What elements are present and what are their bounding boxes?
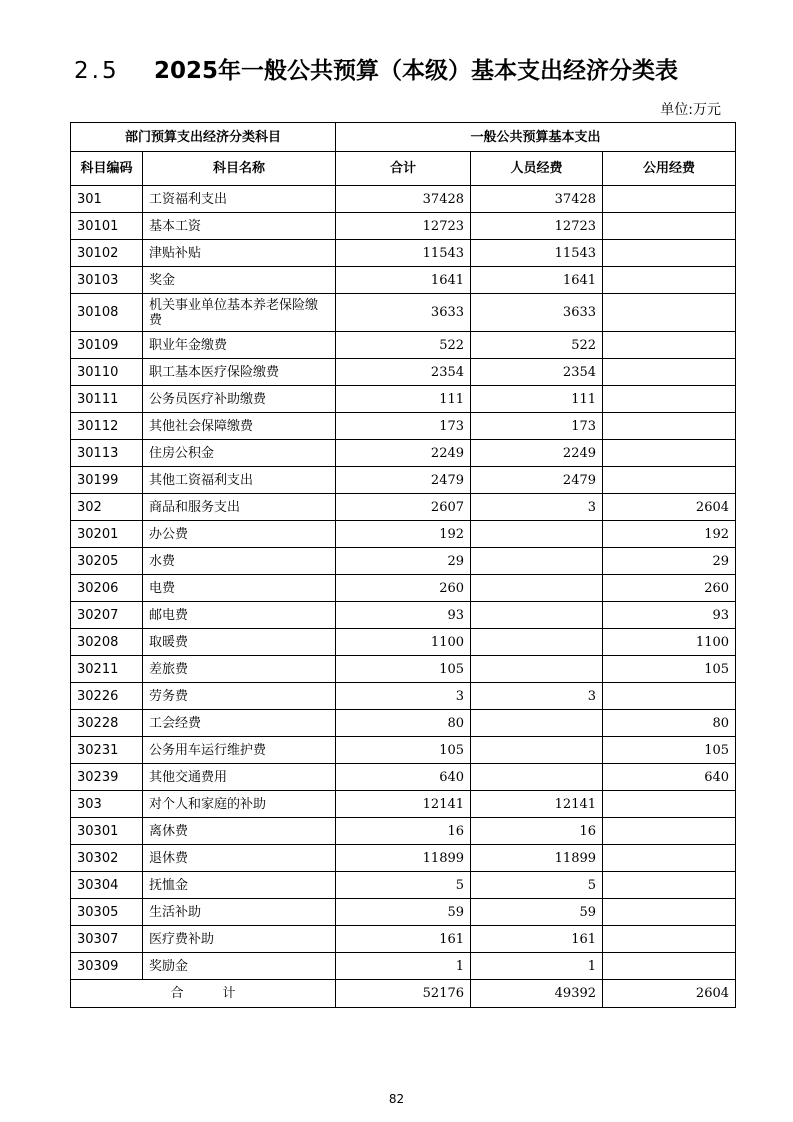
header-column-row: [71, 152, 736, 186]
cell-code: 30108: [71, 294, 143, 332]
table-row: [71, 737, 736, 764]
table-row: [71, 186, 736, 213]
table-row: [71, 386, 736, 413]
cell-name: 职业年金缴费: [143, 332, 336, 359]
cell-name: 职工基本医疗保险缴费: [143, 359, 336, 386]
cell-total: 11899: [336, 845, 471, 872]
cell-public: [603, 953, 736, 980]
cell-total: 3: [336, 683, 471, 710]
cell-name: 公务用车运行维护费: [143, 737, 336, 764]
cell-code: 30208: [71, 629, 143, 656]
table-row: [71, 359, 736, 386]
cell-name: 住房公积金: [143, 440, 336, 467]
cell-total: 93: [336, 602, 471, 629]
column-header-name: 科目名称: [143, 152, 336, 186]
table-row: [71, 521, 736, 548]
cell-public: [603, 294, 736, 332]
group-header-expenditure: 一般公共预算基本支出: [336, 123, 736, 152]
cell-name: 津贴补贴: [143, 240, 336, 267]
cell-total: 12141: [336, 791, 471, 818]
cell-total: 2479: [336, 467, 471, 494]
table-row: [71, 899, 736, 926]
cell-personnel: [471, 602, 603, 629]
cell-public: [603, 332, 736, 359]
cell-public: [603, 267, 736, 294]
cell-total: 2354: [336, 359, 471, 386]
cell-code: 30111: [71, 386, 143, 413]
cell-code: 30305: [71, 899, 143, 926]
cell-code: 30211: [71, 656, 143, 683]
cell-public: 2604: [603, 494, 736, 521]
cell-name: 其他社会保障缴费: [143, 413, 336, 440]
cell-code: 30112: [71, 413, 143, 440]
cell-personnel: 2249: [471, 440, 603, 467]
column-header-public: 公用经费: [603, 152, 736, 186]
column-header-total: 合计: [336, 152, 471, 186]
total-personnel: 49392: [471, 980, 603, 1008]
cell-public: [603, 440, 736, 467]
table-row: [71, 629, 736, 656]
cell-total: 161: [336, 926, 471, 953]
cell-code: 30102: [71, 240, 143, 267]
cell-public: 192: [603, 521, 736, 548]
cell-personnel: 5: [471, 872, 603, 899]
table-row: [71, 332, 736, 359]
cell-personnel: 59: [471, 899, 603, 926]
cell-name: 公务员医疗补助缴费: [143, 386, 336, 413]
column-header-personnel: 人员经费: [471, 152, 603, 186]
cell-total: 173: [336, 413, 471, 440]
cell-public: 260: [603, 575, 736, 602]
cell-total: 2607: [336, 494, 471, 521]
table-row: [71, 267, 736, 294]
cell-public: [603, 213, 736, 240]
cell-personnel: [471, 710, 603, 737]
cell-name: 退休费: [143, 845, 336, 872]
cell-personnel: [471, 575, 603, 602]
table-row: [71, 548, 736, 575]
total-amount: 52176: [336, 980, 471, 1008]
cell-name: 其他工资福利支出: [143, 467, 336, 494]
cell-code: 303: [71, 791, 143, 818]
page-number: 82: [388, 1092, 405, 1106]
cell-name: 医疗费补助: [143, 926, 336, 953]
table-row: [71, 818, 736, 845]
cell-name: 离休费: [143, 818, 336, 845]
cell-total: 192: [336, 521, 471, 548]
cell-code: 30113: [71, 440, 143, 467]
total-row: [71, 980, 736, 1008]
cell-name: 工会经费: [143, 710, 336, 737]
cell-total: 522: [336, 332, 471, 359]
column-header-code: 科目编码: [71, 152, 143, 186]
cell-public: [603, 899, 736, 926]
cell-personnel: 2354: [471, 359, 603, 386]
cell-public: 105: [603, 656, 736, 683]
cell-public: [603, 818, 736, 845]
cell-personnel: [471, 656, 603, 683]
cell-total: 640: [336, 764, 471, 791]
cell-code: 30228: [71, 710, 143, 737]
cell-name: 取暖费: [143, 629, 336, 656]
cell-code: 30226: [71, 683, 143, 710]
cell-name: 基本工资: [143, 213, 336, 240]
cell-public: [603, 359, 736, 386]
cell-code: 30239: [71, 764, 143, 791]
table-row: [71, 294, 736, 332]
cell-personnel: 12141: [471, 791, 603, 818]
table-row: [71, 656, 736, 683]
cell-name: 对个人和家庭的补助: [143, 791, 336, 818]
cell-code: 30101: [71, 213, 143, 240]
cell-name: 商品和服务支出: [143, 494, 336, 521]
cell-personnel: 1641: [471, 267, 603, 294]
cell-code: 30109: [71, 332, 143, 359]
cell-code: 30205: [71, 548, 143, 575]
cell-code: 30199: [71, 467, 143, 494]
cell-code: 30206: [71, 575, 143, 602]
cell-public: [603, 845, 736, 872]
cell-name: 机关事业单位基本养老保险缴费: [143, 294, 336, 332]
cell-public: [603, 791, 736, 818]
cell-personnel: [471, 629, 603, 656]
cell-public: 80: [603, 710, 736, 737]
table-row: [71, 494, 736, 521]
cell-personnel: [471, 521, 603, 548]
cell-code: 30304: [71, 872, 143, 899]
cell-name: 邮电费: [143, 602, 336, 629]
table-row: [71, 413, 736, 440]
cell-code: 30302: [71, 845, 143, 872]
cell-public: 105: [603, 737, 736, 764]
cell-personnel: 37428: [471, 186, 603, 213]
table-row: [71, 602, 736, 629]
cell-total: 105: [336, 737, 471, 764]
cell-public: [603, 683, 736, 710]
cell-name: 工资福利支出: [143, 186, 336, 213]
cell-total: 1: [336, 953, 471, 980]
cell-code: 30309: [71, 953, 143, 980]
cell-personnel: 1: [471, 953, 603, 980]
cell-code: 30301: [71, 818, 143, 845]
cell-personnel: 3: [471, 683, 603, 710]
cell-personnel: [471, 737, 603, 764]
table-row: [71, 683, 736, 710]
cell-total: 1641: [336, 267, 471, 294]
expenditure-table: [70, 122, 736, 1008]
cell-total: 16: [336, 818, 471, 845]
cell-personnel: 161: [471, 926, 603, 953]
cell-public: 640: [603, 764, 736, 791]
cell-total: 11543: [336, 240, 471, 267]
total-public: 2604: [603, 980, 736, 1008]
table-row: [71, 926, 736, 953]
cell-name: 生活补助: [143, 899, 336, 926]
table-row: [71, 872, 736, 899]
table-row: [71, 575, 736, 602]
table-row: [71, 953, 736, 980]
table-row: [71, 791, 736, 818]
cell-personnel: 12723: [471, 213, 603, 240]
unit-label: 单位:万元: [660, 102, 721, 118]
table-row: [71, 240, 736, 267]
section-number: 2.5: [74, 58, 120, 84]
table-row: [71, 845, 736, 872]
cell-total: 12723: [336, 213, 471, 240]
cell-personnel: 3: [471, 494, 603, 521]
cell-personnel: [471, 764, 603, 791]
cell-personnel: 173: [471, 413, 603, 440]
cell-personnel: [471, 548, 603, 575]
cell-code: 30231: [71, 737, 143, 764]
cell-personnel: 111: [471, 386, 603, 413]
cell-code: 30103: [71, 267, 143, 294]
cell-public: [603, 872, 736, 899]
cell-name: 其他交通费用: [143, 764, 336, 791]
cell-name: 奖励金: [143, 953, 336, 980]
cell-public: [603, 386, 736, 413]
cell-code: 301: [71, 186, 143, 213]
total-label: 合 计: [71, 980, 336, 1008]
cell-public: 93: [603, 602, 736, 629]
cell-name: 水费: [143, 548, 336, 575]
cell-public: [603, 926, 736, 953]
cell-personnel: 3633: [471, 294, 603, 332]
cell-personnel: 16: [471, 818, 603, 845]
cell-code: 302: [71, 494, 143, 521]
cell-name: 奖金: [143, 267, 336, 294]
cell-total: 37428: [336, 186, 471, 213]
cell-name: 办公费: [143, 521, 336, 548]
cell-total: 80: [336, 710, 471, 737]
group-header-classification: 部门预算支出经济分类科目: [71, 123, 336, 152]
cell-code: 30110: [71, 359, 143, 386]
table-row: [71, 764, 736, 791]
cell-public: [603, 186, 736, 213]
cell-total: 105: [336, 656, 471, 683]
cell-public: [603, 413, 736, 440]
table-row: [71, 213, 736, 240]
header-group-row: [71, 123, 736, 152]
cell-total: 260: [336, 575, 471, 602]
cell-total: 1100: [336, 629, 471, 656]
cell-name: 抚恤金: [143, 872, 336, 899]
cell-total: 29: [336, 548, 471, 575]
cell-total: 111: [336, 386, 471, 413]
cell-total: 59: [336, 899, 471, 926]
title-text: 2025年一般公共预算（本级）基本支出经济分类表: [154, 58, 679, 84]
cell-personnel: 11899: [471, 845, 603, 872]
cell-name: 劳务费: [143, 683, 336, 710]
cell-public: 1100: [603, 629, 736, 656]
cell-name: 电费: [143, 575, 336, 602]
table-body: [71, 186, 736, 980]
cell-public: [603, 240, 736, 267]
table-row: [71, 467, 736, 494]
cell-personnel: 2479: [471, 467, 603, 494]
cell-personnel: 11543: [471, 240, 603, 267]
cell-total: 3633: [336, 294, 471, 332]
cell-code: 30207: [71, 602, 143, 629]
table-row: [71, 710, 736, 737]
cell-public: [603, 467, 736, 494]
cell-total: 5: [336, 872, 471, 899]
cell-code: 30201: [71, 521, 143, 548]
table-row: [71, 440, 736, 467]
cell-public: 29: [603, 548, 736, 575]
cell-total: 2249: [336, 440, 471, 467]
cell-personnel: 522: [471, 332, 603, 359]
cell-code: 30307: [71, 926, 143, 953]
page-title: [74, 52, 754, 88]
cell-name: 差旅费: [143, 656, 336, 683]
